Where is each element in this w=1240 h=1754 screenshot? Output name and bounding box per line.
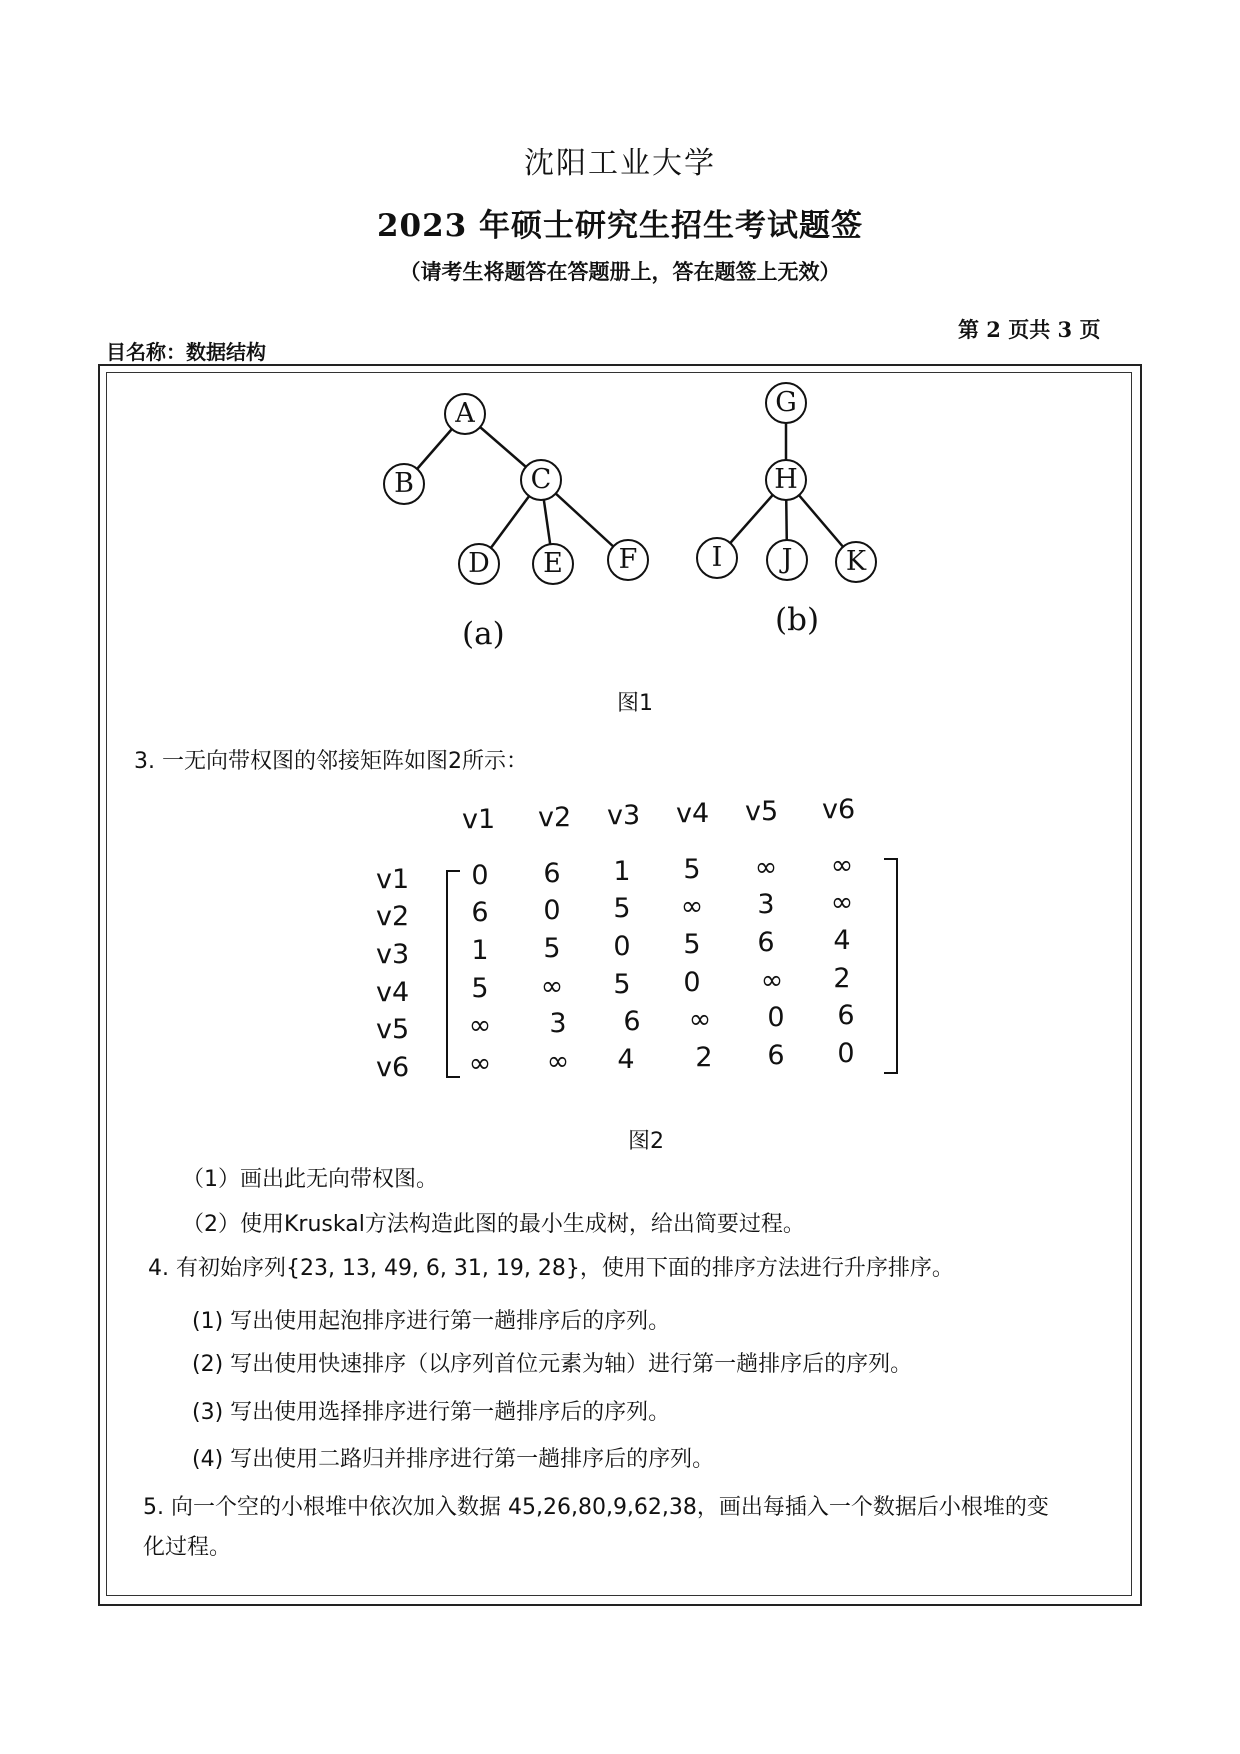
tree-a-node-c: C [520,459,562,501]
matrix-cell: 6 [757,927,775,958]
matrix-row-header: v3 [376,939,410,970]
tree-a-node-e: E [532,543,574,585]
tree-b-node-i: I [696,537,738,579]
matrix-cell: 2 [695,1042,713,1073]
matrix-cell: ∞ [468,1048,492,1079]
matrix-cell: 0 [613,931,631,962]
matrix-row-header: v2 [376,901,410,932]
matrix-cell: 0 [543,895,561,926]
matrix-cell: 5 [543,933,561,964]
q5-line2: 化过程。 [143,1535,232,1560]
matrix-cell: 1 [471,935,489,966]
page-info: 第 2 页共 3 页 [958,317,1101,342]
q4-sub1: (1) 写出使用起泡排序进行第一趟排序后的序列。 [192,1309,671,1334]
matrix-cell: 6 [543,858,561,889]
tree-a-node-f: F [607,539,649,581]
matrix-col-header: v5 [745,796,779,827]
q4-stem: 4. 有初始序列{23, 13, 49, 6, 31, 19, 28}，使用下面的排序方法进行升序排序。 [148,1256,954,1281]
matrix-col-header: v4 [676,798,710,829]
matrix-cell: 0 [767,1002,785,1033]
q4-sub2: (2) 写出使用快速排序（以序列首位元素为轴）进行第一趟排序后的序列。 [192,1352,913,1377]
matrix-col-header: v2 [538,802,572,833]
matrix-cell: 0 [683,967,701,998]
matrix-row-header: v5 [376,1014,410,1045]
matrix-cell: 4 [617,1044,635,1075]
matrix-row-header: v4 [376,977,410,1008]
matrix-cell: ∞ [546,1046,570,1077]
matrix-cell: ∞ [540,971,564,1002]
tree-b-label: (b) [775,602,820,638]
exam-notice: （请考生将题答在答题册上，答在题签上无效） [399,259,841,284]
matrix-cell: ∞ [830,887,854,918]
matrix-col-header: v3 [607,800,641,831]
matrix-cell: 1 [613,856,631,887]
tree-a-node-b: B [383,463,425,505]
subject-name: 目名称：数据结构 [106,340,266,364]
matrix-col-header: v6 [822,794,856,825]
tree-b-node-h: H [765,459,807,501]
matrix-cell: 0 [837,1038,855,1069]
matrix-cell: ∞ [688,1004,712,1035]
matrix-cell: 6 [623,1006,641,1037]
figure-2-caption: 图2 [628,1129,664,1154]
matrix-cell: ∞ [468,1010,492,1041]
matrix-cell: 6 [837,1000,855,1031]
tree-a-node-d: D [458,543,500,585]
matrix-cell: 3 [757,889,775,920]
tree-b-node-k: K [835,541,877,583]
matrix-row-header: v1 [376,864,410,895]
tree-a-label: (a) [462,616,505,652]
q3-sub1: （1）画出此无向带权图。 [182,1167,438,1192]
university-name: 沈阳工业大学 [524,146,716,181]
matrix-row-header: v6 [376,1052,410,1083]
exam-title: 2023 年硕士研究生招生考试题签 [376,208,864,244]
matrix-col-header: v1 [462,804,496,835]
matrix-cell: 6 [471,897,489,928]
matrix-cell: 6 [767,1040,785,1071]
matrix-cell: ∞ [680,891,704,922]
matrix-cell: 3 [549,1008,567,1039]
matrix-cell: 5 [683,854,701,885]
matrix-cell: 0 [471,860,489,891]
matrix-cell: 5 [613,969,631,1000]
matrix-cell: 5 [471,973,489,1004]
q4-sub3: (3) 写出使用选择排序进行第一趟排序后的序列。 [192,1400,671,1425]
matrix-right-bracket [884,858,898,1074]
q3-stem: 3. 一无向带权图的邻接矩阵如图2所示： [134,749,528,774]
q4-sub4: (4) 写出使用二路归并排序进行第一趟排序后的序列。 [192,1447,715,1472]
matrix-cell: 5 [613,893,631,924]
matrix-cell: 4 [833,925,851,956]
tree-b-node-j: J [766,539,808,581]
matrix-cell: ∞ [760,965,784,996]
matrix-cell: 5 [683,929,701,960]
tree-b-node-g: G [765,382,807,424]
figure-1-caption: 图1 [617,691,653,716]
matrix-cell: ∞ [830,850,854,881]
matrix-cell: ∞ [754,852,778,883]
matrix-cell: 2 [833,963,851,994]
q3-sub2: （2）使用Kruskal方法构造此图的最小生成树，给出简要过程。 [182,1212,805,1237]
tree-a-node-a: A [444,393,486,435]
q5-line1: 5. 向一个空的小根堆中依次加入数据 45,26,80,9,62,38，画出每插入一个数据后小根堆的变 [143,1495,1049,1520]
